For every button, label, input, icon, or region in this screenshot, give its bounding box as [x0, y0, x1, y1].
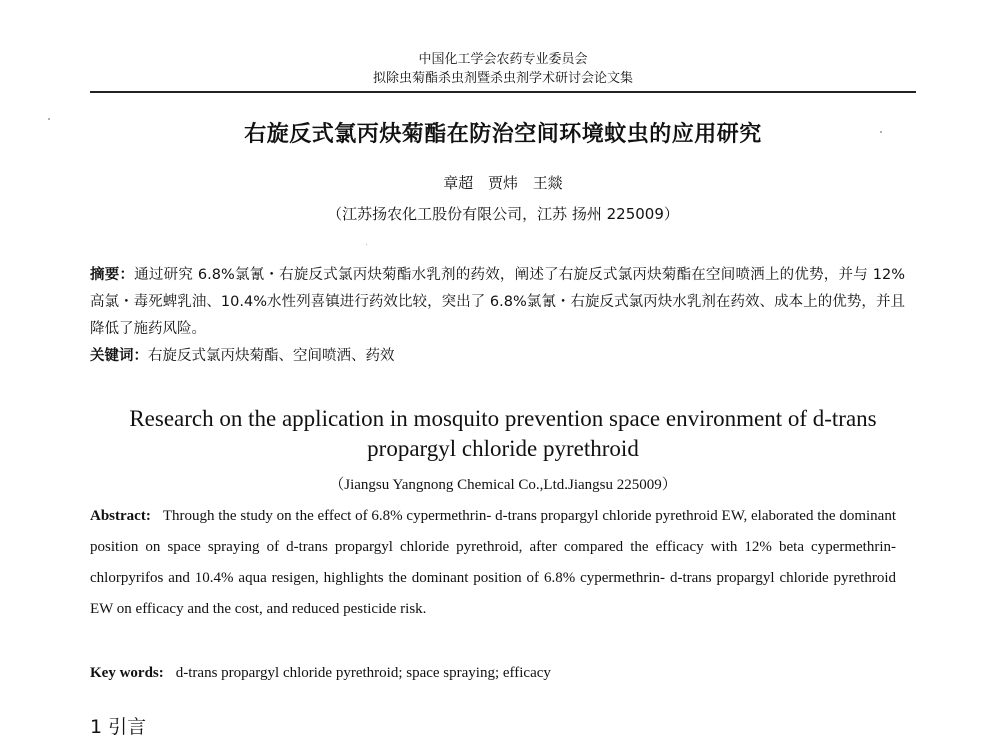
- english-keywords-text: d-trans propargyl chloride pyrethroid; space spraying; efficacy: [175, 665, 551, 681]
- section-heading: 1 引言: [90, 716, 147, 738]
- chinese-keywords-label: 关键词：: [90, 348, 148, 364]
- header-rule: [90, 91, 916, 93]
- chinese-abstract: [90, 262, 905, 343]
- scan-speck: [366, 244, 367, 245]
- chinese-abstract-text: 通过研究 6.8%氯氰・右旋反式氯丙炔菊酯水乳剂的药效，阐述了右旋反式氯丙炔菊酯在空间喷洒上的优势，并与 12%高氯・毒死蜱乳油、10.4%水性列喜镇进行药效比较，突出了 6.8%氯氰・右旋反式氯丙炔水乳剂在药效、成本上的优势，并且降低了施药风险。: [90, 267, 906, 337]
- chinese-affiliation: （江苏扬农化工股份有限公司，江苏 扬州 225009）: [327, 205, 679, 223]
- chinese-title: 右旋反式氯丙炔菊酯在防治空间环境蚊虫的应用研究: [244, 122, 762, 147]
- header-line-2: 拟除虫菊酯杀虫剂暨杀虫剂学术研讨会论文集: [372, 71, 633, 86]
- chinese-abstract-label: 摘要：: [90, 267, 135, 283]
- english-title: Research on the application in mosquito prevention space environment of d-trans propargyl chloride pyrethroid: [129, 406, 877, 461]
- chinese-keywords: [90, 343, 905, 370]
- header-line-1: 中国化工学会农药专业委员会: [418, 52, 588, 67]
- scan-speck: [48, 118, 50, 120]
- english-keywords: [90, 658, 896, 689]
- chinese-authors: 章超 贾炜 王燚: [443, 174, 563, 192]
- english-affiliation: （Jiangsu Yangnong Chemical Co.,Ltd.Jiangsu 225009）: [329, 477, 677, 493]
- scan-speck: [880, 131, 882, 133]
- english-keywords-label: Key words:: [90, 665, 164, 681]
- english-abstract-text: Through the study on the effect of 6.8% cypermethrin- d-trans propargyl chloride pyrethroid EW, elaborated the dominant position on space spraying of d-trans propargyl chloride pyrethroid, after compared the efficacy with 12% beta cypermethrin-chlorpyrifos and 10.4% aqua resigen, highlights the dominant position of 6.8% cypermethrin- d-trans propargyl chloride pyrethroid EW on efficacy and the cost, and reduced pesticide risk.: [90, 508, 896, 617]
- proceedings-header: [90, 50, 916, 88]
- english-abstract-label: Abstract:: [90, 508, 151, 524]
- chinese-keywords-text: 右旋反式氯丙炔菊酯、空间喷洒、药效: [148, 348, 395, 364]
- english-abstract: [90, 501, 896, 625]
